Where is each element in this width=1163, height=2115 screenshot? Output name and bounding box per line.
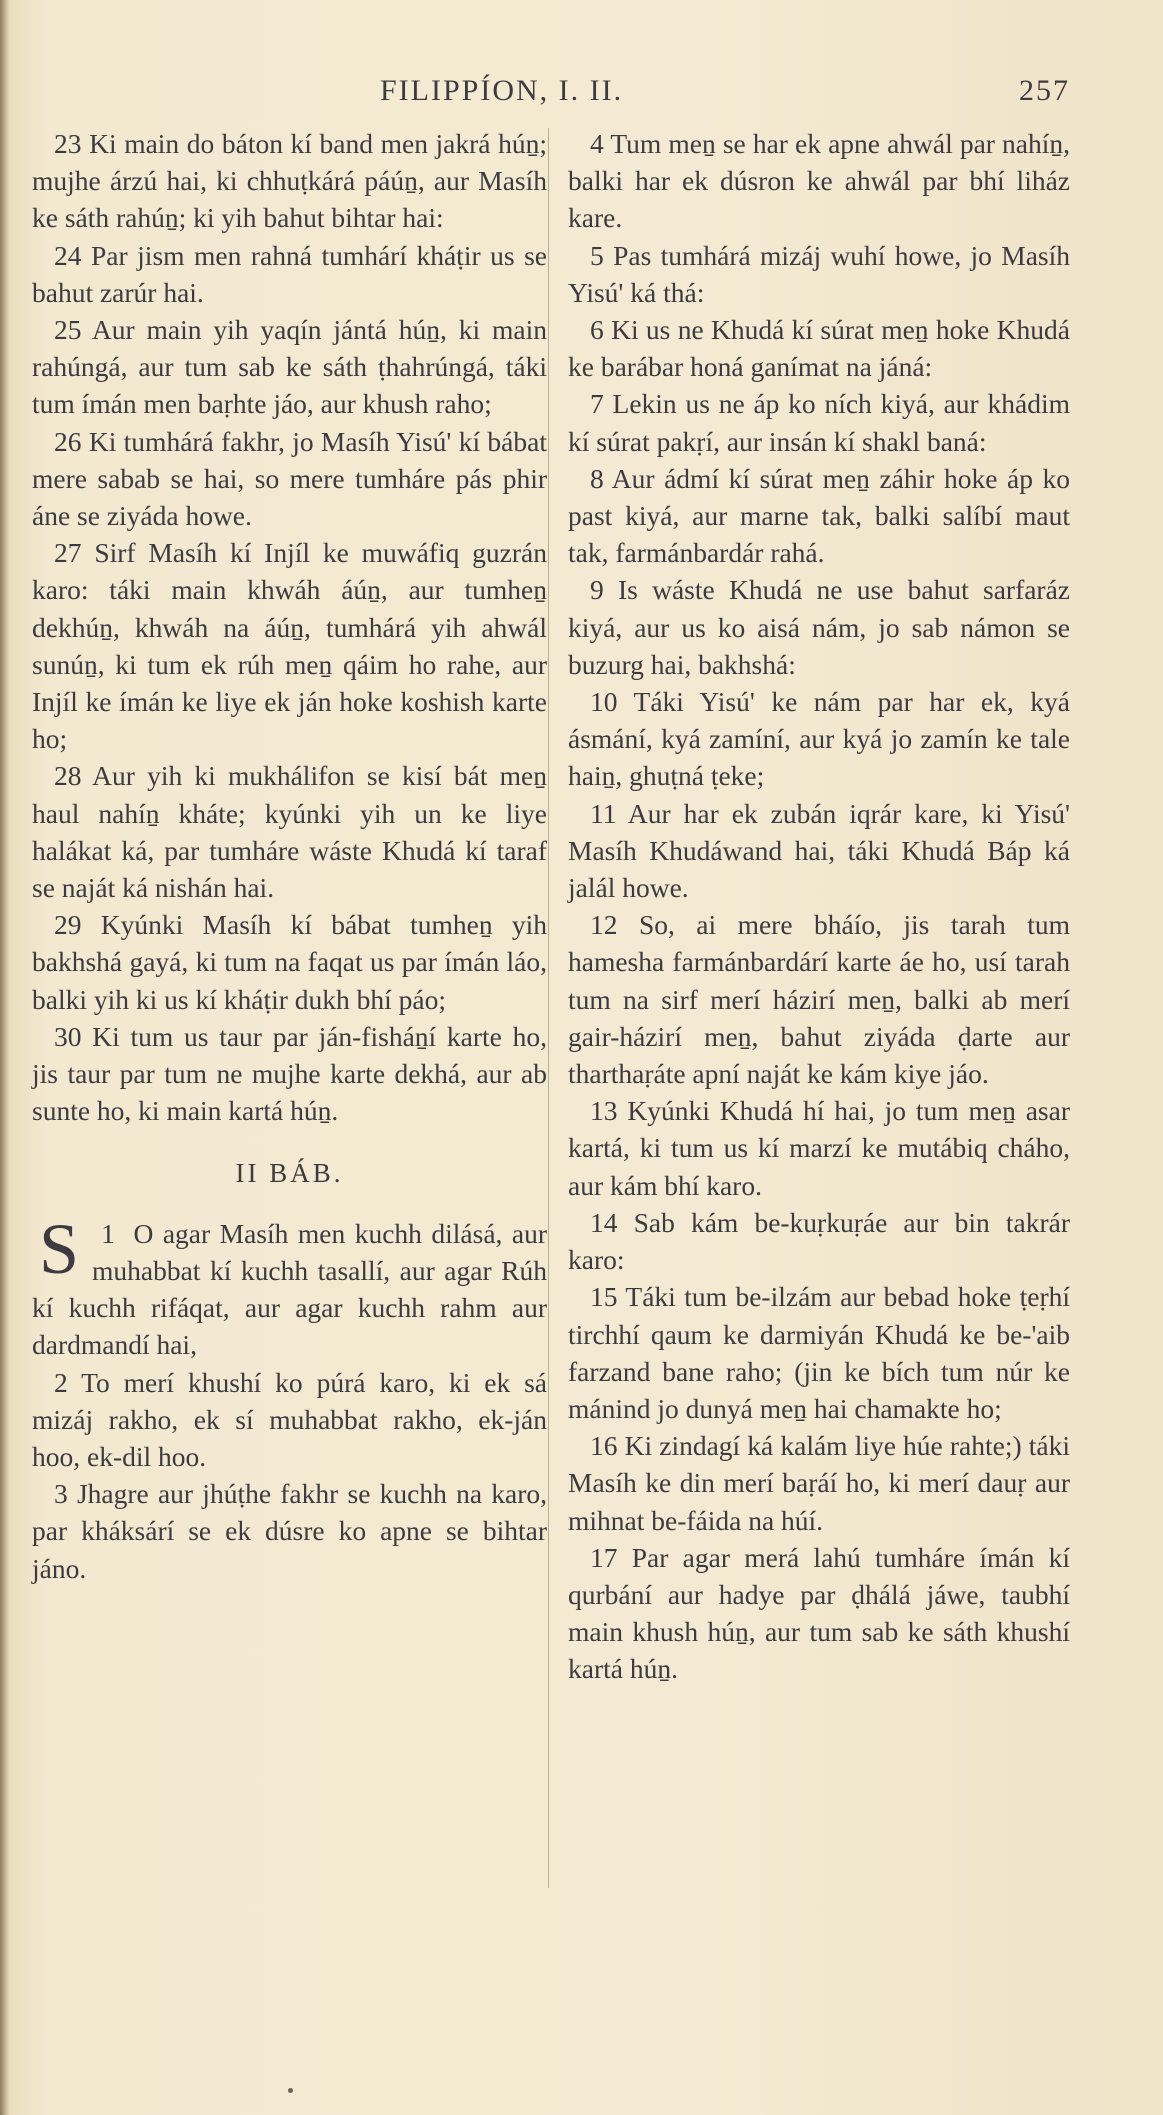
verse: 7 Lekin us ne áp ko ních kiyá, aur khádim kí súrat pakṛí, aur insán kí shakl baná: <box>568 388 1070 457</box>
verse: 26 Ki tumhárá fakhr, jo Masíh Yisú' kí bábat mere sabab se hai, so mere tumháre pás phir áne se ziyáda howe. <box>32 425 547 532</box>
drop-cap: S <box>38 1208 80 1289</box>
verse: 30 Ki tum us taur par ján-fisháṉí karte ho, jis taur par tum ne mujhe karte dekhá, aur ab sunte ho, ki main kartá húṉ. <box>32 1020 547 1127</box>
column-divider <box>548 128 549 1888</box>
verse: 13 Kyúnki Khudá hí hai, jo tum meṉ asar kartá, ki tum us kí marzí ke mutábiq cháho, aur kám bhí karo. <box>568 1095 1070 1201</box>
verse: 14 Sab kám be-kuṛkuṛáe aur bin takrár karo: <box>568 1206 1070 1276</box>
verse: 9 Is wáste Khudá ne use bahut sarfaráz kiyá, aur us ko aisá nám, jo sab námon se buzurg hai, bakhshá: <box>568 574 1070 680</box>
chapter-heading: II BÁB. <box>235 1158 344 1189</box>
page-header <box>40 74 1070 114</box>
verse: 27 Sirf Masíh kí Injíl ke muwáfiq guzrán karo: táki main khwáh áúṉ, aur tumheṉ dekhúṉ, khwáh na áúṉ, tumhárá yih ahwál sunúṉ, ki tum ek rúh meṉ qáim ho rahe, aur Injíl ke ímán ke liye ek ján hoke koshish karte ho; <box>32 537 547 755</box>
verse: 8 Aur ádmí kí súrat meṉ záhir hoke áp ko past kiyá, aur marne tak, balki salíbí maut tak, farmánbardár rahá. <box>568 462 1070 569</box>
left-column <box>32 125 547 1587</box>
page-binding-edge <box>0 0 10 2115</box>
verse: 17 Par agar merá lahú tumháre ímán kí qurbání aur hadye par ḍhálá jáwe, taubhí main khush húṉ, aur tum sab ke sáth khushí kartá húṉ. <box>568 1541 1070 1685</box>
chapter-first-verse <box>32 1208 547 1364</box>
verse: 10 Táki Yisú' ke nám par har ek, kyá ásmání, kyá zamíní, aur kyá jo zamín ke tale haiṉ, ghuṭná ṭeke; <box>568 686 1070 792</box>
verse: 23 Ki main do báton kí band men jakrá húṉ; mujhe árzú hai, ki chhuṭkárá páúṉ, aur Masíh ke sáth rahúṉ; ki yih bahut bihtar hai: <box>32 128 547 234</box>
verse: 16 Ki zindagí ká kalám liye húe rahte;) táki Masíh ke din merí baṛáí ho, ki merí dauṛ aur mihnat be-fáida na húí. <box>568 1430 1070 1536</box>
verse: 25 Aur main yih yaqín jántá húṉ, ki main rahúngá, aur tum sab ke sáth ṭhahrúngá, táki tum ímán men baṛhte jáo, aur khush raho; <box>32 314 547 420</box>
running-title: FILIPPÍON, I. II. <box>380 74 624 107</box>
verse: 12 So, ai mere bháío, jis tarah tum hamesha farmánbardárí karte áe ho, usí tarah tum na sirf merí házirí meṉ, balki ab merí gair-házirí meṉ, bahut ziyáda ḍarte aur tharthaṛáte apní naját ke kám kiye jáo. <box>568 909 1070 1090</box>
ink-speck <box>288 2088 293 2093</box>
verse: 3 Jhagre aur jhúṭhe fakhr se kuchh na karo, par kháksárí se ek dúsre ko apne se bihtar jáno. <box>32 1478 547 1584</box>
page-number: 257 <box>1019 74 1070 107</box>
verse: 29 Kyúnki Masíh kí bábat tumheṉ yih bakhshá gayá, ki tum na faqat us par ímán láo, balki yih ki us kí kháṭir dukh bhí páo; <box>32 909 547 1015</box>
verse: 5 Pas tumhárá mizáj wuhí howe, jo Masíh Yisú' ká thá: <box>568 239 1070 308</box>
verse: 24 Par jism men rahná tumhárí kháṭir us se bahut zarúr hai. <box>32 239 547 308</box>
verse-text: O agar Masíh men kuchh dilásá, aur muhabbat kí kuchh tasallí, aur agar Rúh kí kuchh rifáqat, aur agar kuchh rahm aur dardmandí hai, <box>32 1217 547 1361</box>
verse: 15 Táki tum be-ilzám aur bebad hoke ṭeṛhí tirchhí qaum ke darmiyán Khudá ke be-'aib farzand bane raho; (jin ke bích tum núr ke mánind jo dunyá meṉ hai chamakte ho; <box>568 1281 1070 1424</box>
verse-number: 1 <box>101 1217 115 1249</box>
verse: 11 Aur har ek zubán iqrár kare, ki Yisú' Masíh Khudáwand hai, táki Khudá Báp ká jalál howe. <box>568 797 1070 904</box>
verse: 28 Aur yih ki mukhálifon se kisí bát meṉ haul nahíṉ kháte; kyúnki yih un ke liye halákat ká, par tumháre wáste Khudá kí taraf se naját ká nishán hai. <box>32 760 547 904</box>
right-column <box>568 125 1070 1688</box>
verse: 4 Tum meṉ se har ek apne ahwál par nahíṉ, balki har ek dúsron ke ahwál par bhí liház kare. <box>568 128 1070 234</box>
verse: 6 Ki us ne Khudá kí súrat meṉ hoke Khudá ke barábar honá ganímat na jáná: <box>568 314 1070 383</box>
verse: 2 To merí khushí ko púrá karo, ki ek sá mizáj rakho, ek sí muhabbat rakho, ek-ján hoo, ek-dil hoo. <box>32 1366 547 1472</box>
